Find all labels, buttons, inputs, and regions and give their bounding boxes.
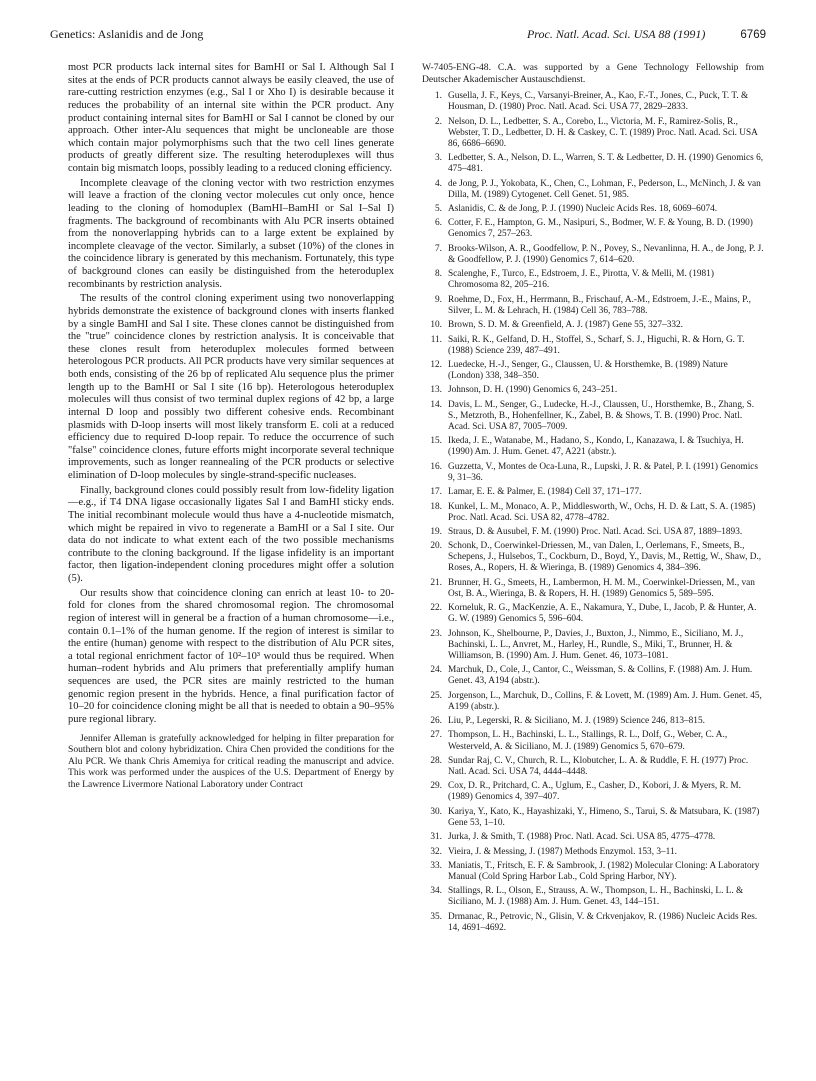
reference-text: Johnson, K., Shelbourne, P., Davies, J., Buxton, J., Nimmo, E., Siciliano, M. J., Bachinski, L. L., Anvret, M., Harley, H., Rundle, S., Miki, T., Brunner, H. & Williamson, B. (1990) Am. J. Hum. Genet. 46, 1073–1081. (448, 628, 744, 661)
reference-item (422, 295, 764, 317)
reference-text: Nelson, D. L., Ledbetter, S. A., Corebo, L., Victoria, M. F., Ramirez-Solis, R., Webster, T. D., Ledbetter, D. H. & Caskey, C. T. (1989) Proc. Natl. Acad. Sci. USA 86, 6686–6690. (448, 116, 758, 149)
reference-item (422, 716, 764, 727)
reference-item (422, 629, 764, 662)
reference-number: 25. (430, 690, 442, 701)
reference-number: 10. (430, 320, 442, 331)
reference-number: 32. (430, 846, 442, 857)
reference-number: 11. (430, 334, 442, 345)
reference-item (422, 91, 764, 113)
reference-text: Brown, S. D. M. & Greenfield, A. J. (1987) Gene 55, 327–332. (448, 320, 683, 331)
reference-text: Gusella, J. F., Keys, C., Varsanyi-Breiner, A., Kao, F.-T., Jones, C., Puck, T. T. & Housman, D. (1980) Proc. Natl. Acad. Sci. USA 77, 2829–2833. (448, 91, 749, 113)
reference-number: 3. (435, 153, 442, 164)
reference-number: 24. (430, 665, 442, 676)
reference-number: 21. (430, 577, 442, 588)
journal-citation: Proc. Natl. Acad. Sci. USA 88 (1991) (526, 27, 706, 41)
reference-text: Brooks-Wilson, A. R., Goodfellow, P. N., Povey, S., Nevanlinna, H. A., de Jong, P. J. & Goodfellow, P. J. (1990) Genomics 7, 614–620. (448, 243, 764, 265)
reference-text: Kunkel, L. M., Monaco, A. P., Middlesworth, W., Ochs, H. D. & Latt, S. A. (1985) Proc. Natl. Acad. Sci. USA 82, 4778–4782. (448, 501, 756, 523)
reference-number: 23. (430, 628, 442, 639)
reference-text: Lamar, E. E. & Palmer, E. (1984) Cell 37, 171–177. (448, 487, 642, 498)
reference-text: Davis, L. M., Senger, G., Ludecke, H.-J., Claussen, U., Horsthemke, B., Zhang, S. S., Metzroth, B., Hohenfellner, K., Zabel, B. & Shows, T. B. (1990) Proc. Natl. Acad. Sci. USA 87, 7005–7009. (448, 399, 755, 432)
reference-item (422, 385, 764, 396)
reference-item (422, 360, 764, 382)
reference-number: 34. (430, 886, 442, 897)
reference-item (422, 400, 764, 433)
reference-item (422, 832, 764, 843)
section-label: Genetics: (50, 27, 96, 41)
acknowledgment: Jennifer Alleman is gratefully acknowledged for helping in filter preparation for Southern blot and colony hybridization. Chira Chen provided the conditions for the Alu PCR. We thank Chris Amemiya for critical reading the manuscript and advice. This work was performed under the auspices of the U.S. Department of Energy by the Lawrence Livermore National Laboratory under Contract (68, 732, 394, 790)
reference-number: 35. (430, 911, 442, 922)
reference-item (422, 847, 764, 858)
reference-item (422, 153, 764, 175)
reference-number: 19. (430, 526, 442, 537)
reference-text: Aslanidis, C. & de Jong, P. J. (1990) Nucleic Acids Res. 18, 6069–6074. (448, 203, 718, 214)
reference-item (422, 886, 764, 908)
reference-text: Kariya, Y., Kato, K., Hayashizaki, Y., Himeno, S., Tarui, S. & Matsubara, K. (1987) Gene 53, 1–10. (448, 806, 760, 828)
header-authors: Aslanidis and de Jong (97, 27, 204, 41)
reference-text: Ikeda, J. E., Watanabe, M., Hadano, S., Kondo, I., Kanazawa, I. & Tsuchiya, H. (1990) Am. J. Hum. Genet. 47, A221 (abstr.). (448, 436, 744, 458)
reference-item (422, 244, 764, 266)
acknowledgment-continued: W-7405-ENG-48. C.A. was supported by a Gene Technology Fellowship from Deutscher Akademischer Austauschdienst. (422, 62, 764, 85)
reference-number: 33. (430, 861, 442, 871)
reference-number: 5. (435, 203, 442, 214)
reference-item (422, 527, 764, 538)
reference-number: 16. (430, 461, 442, 472)
reference-text: Vieira, J. & Messing, J. (1987) Methods Enzymol. 153, 3–11. (448, 846, 677, 857)
reference-number: 31. (430, 832, 442, 843)
reference-text: Liu, P., Legerski, R. & Siciliano, M. J. (1989) Science 246, 813–815. (448, 716, 705, 727)
reference-text: Saiki, R. K., Gelfand, D. H., Stoffel, S., Scharf, S. J., Higuchi, R. & Horn, G. T. (1988) Science 239, 487–491. (448, 334, 745, 356)
reference-number: 18. (430, 501, 442, 512)
reference-item (422, 578, 764, 600)
reference-text: Luedecke, H.-J., Senger, G., Claussen, U. & Horsthemke, B. (1989) Nature (London) 338, 348–350. (448, 359, 728, 381)
reference-text: Drmanac, R., Petrovic, N., Glisin, V. & Crkvenjakov, R. (1986) Nucleic Acids Res. 14, 4691–4692. (448, 911, 758, 933)
running-header-left (50, 26, 203, 42)
reference-item (422, 861, 764, 883)
reference-item (422, 117, 764, 150)
reference-number: 27. (430, 730, 442, 741)
page-number: 6769 (740, 29, 766, 41)
reference-number: 20. (430, 541, 442, 552)
reference-text: Stallings, R. L., Olson, E., Strauss, A. W., Thompson, L. H., Bachinski, L. L. & Siciliano, M. J. (1988) Am. J. Hum. Genet. 43, 144–151. (448, 886, 744, 908)
reference-item (422, 781, 764, 803)
reference-item (422, 218, 764, 240)
reference-number: 17. (430, 487, 442, 498)
reference-text: Straus, D. & Ausubel, F. M. (1990) Proc. Natl. Acad. Sci. USA 87, 1889–1893. (448, 526, 743, 537)
reference-text: Johnson, D. H. (1990) Genomics 6, 243–251. (448, 385, 618, 396)
reference-item (422, 603, 764, 625)
reference-text: Roehme, D., Fox, H., Herrmann, B., Frischauf, A.-M., Edstroem, J.-E., Mains, P., Silver, L. M. & Lehrach, H. (1984) Cell 36, 783–788. (448, 294, 751, 316)
reference-number: 15. (430, 436, 442, 447)
reference-number: 6. (435, 218, 442, 229)
reference-item (422, 502, 764, 524)
reference-text: Schonk, D., Coerwinkel-Driessen, M., van Dalen, I., Oerlemans, F., Smeets, B., Schepens, J., Hulsebos, T., Cockburn, D., Boyd, Y., Davis, M., Rettig, W., Shaw, D., Roses, A., Ropers, H. & Wieringa, B. (1989) Genomics 4, 384–396. (448, 541, 762, 574)
reference-number: 1. (435, 91, 442, 102)
reference-text: Jurka, J. & Smith, T. (1988) Proc. Natl. Acad. Sci. USA 85, 4775–4778. (448, 832, 716, 843)
reference-item (422, 691, 764, 713)
reference-text: de Jong, P. J., Yokobata, K., Chen, C., Lohman, F., Pederson, L., McNinch, J. & van Dilla, M. (1989) Cytogenet. Cell Genet. 51, 985. (448, 178, 761, 200)
reference-item (422, 436, 764, 458)
reference-number: 14. (430, 399, 442, 410)
reference-text: Korneluk, R. G., MacKenzie, A. E., Nakamura, Y., Dube, I., Jacob, P. & Hunter, A. G. W. (1989) Genomics 5, 596–604. (448, 603, 757, 625)
reference-list (422, 91, 764, 934)
reference-number: 4. (435, 178, 442, 189)
body-paragraph: most PCR products lack internal sites for BamHI or Sal I. Although Sal I sites at the ends of PCR products cannot always be easily cleaved, the use of rare-cutting restriction enzymes (e.g., Sal I or Xho I) is desirable because it reduces the probability of an internal site within the PCR product. Any product containing internal sites for BamHI or Sal I cannot be cloned by our approach. Other inter-Alu sequences that might be uncloneable are those which contain major polymorphisms such that the two cell lines generate products of greatly different size. The resulting heteroduplexes will thus contain big mismatch loops, possibly leading to a reduced cloning efficiency. (68, 62, 394, 174)
reference-text: Ledbetter, S. A., Nelson, D. L., Warren, S. T. & Ledbetter, D. H. (1990) Genomics 6, 475–481. (448, 153, 764, 175)
reference-number: 29. (430, 781, 442, 792)
reference-text: Scalenghe, F., Turco, E., Edstroem, J. E., Pirotta, V. & Melli, M. (1981) Chromosoma 82, 205–216. (448, 269, 714, 291)
right-column (422, 62, 764, 937)
reference-text: Cotter, F. E., Hampton, G. M., Nasipuri, S., Bodmer, W. F. & Young, B. D. (1990) Genomics 7, 257–263. (448, 218, 753, 240)
running-header-right (527, 26, 766, 42)
reference-number: 9. (435, 294, 442, 305)
body-paragraph: Our results show that coincidence cloning can enrich at least 10- to 20-fold for clones from the shared chromosomal region. The chromosomal region of interest will in general be a fraction of a human chromosome—i.e., contain 0.1–1% of the human genome. If the region of interest is similar to the entire (human) genome with respect to the distribution of Alu PCR sites, a total regional enrichment factor of 10²–10³ would thus be required. When human–rodent hybrids and Alu primers that preferentially amplify human sequences are used, the PCR sites are mainly restricted to the human genomic region present in the hybrids. Hence, a final purification factor of 10–20 for coincidence cloning might be all that is needed to obtain a 90–95% pure regional library. (68, 587, 394, 725)
reference-item (422, 179, 764, 201)
reference-item (422, 335, 764, 357)
reference-text: Brunner, H. G., Smeets, H., Lambermon, H. M. M., Coerwinkel-Driessen, M., van Ost, B. A., Wieringa, B. & Ropers, H. H. (1989) Genomics 5, 589–595. (448, 577, 755, 599)
reference-number: 2. (435, 116, 442, 127)
reference-number: 7. (435, 243, 442, 254)
reference-item (422, 269, 764, 291)
reference-number: 13. (430, 385, 442, 396)
reference-number: 8. (435, 269, 442, 280)
reference-text: Guzzetta, V., Montes de Oca-Luna, R., Lupski, J. R. & Patel, P. I. (1991) Genomics 9, 31–36. (448, 461, 759, 483)
reference-number: 30. (430, 806, 442, 817)
reference-text: Cox, D. R., Pritchard, C. A., Uglum, E., Casher, D., Kobori, J. & Myers, R. M. (1989) Genomics 4, 397–407. (448, 781, 741, 803)
reference-number: 26. (430, 716, 442, 727)
reference-number: 22. (430, 603, 442, 614)
reference-item (422, 665, 764, 687)
reference-item (422, 756, 764, 778)
reference-text: Thompson, L. H., Bachinski, L. L., Stallings, R. L., Dolf, G., Weber, C. A., Westerveld, A. & Siciliano, M. J. (1989) Genomics 5, 670–679. (448, 730, 728, 752)
reference-item (422, 462, 764, 484)
reference-number: 28. (430, 755, 442, 766)
body-paragraph: Incomplete cleavage of the cloning vector with two restriction enzymes will leave a fraction of the cloning vector molecules cut only once, hence leading to the cloning of homoduplex (BamHI–BamHI or Sal I–Sal I) fragments. The background of recombinants with Alu PCR inserts obtained from the nonoverlapping hybrids can to a large extent be explained by incomplete cleavage of the vector. Similarly, a subset (10%) of the clones in the coincidence library is generated by this mechanism. Fortunately, this type of background clones can easily be distinguished from the heteroduplex recombinants by restriction analysis. (68, 177, 394, 290)
body-paragraph: The results of the control cloning experiment using two nonoverlapping hybrids demonstrate the existence of background clones with inserts flanked by a single BamHI and Sal I site. These clones cannot be distinguished from the "true" coincidence clones by restriction analysis. It is conceivable that these clones result from heteroduplex molecules formed between heterologous PCR products. All PCR products have very similar sequences at both ends, consisting of the 26 bp of replicated Alu sequence plus the primer length up to the BamHI or Sal I site (16 bp). Heterologous heteroduplex molecules will thus consist of two terminal duplex regions of 42 bp, a large internal D loop and possibly two different cohesive ends. Recombinant plasmids with D-loop inserts will most likely transform E. coli at a reduced efficiency due to required D-loop repair. To reduce the occurrence of such "false" coincidence clones, future efforts might incorporate several technique improvements, such as longer reannealing of the PCR products or selective elimination of D-loop molecules by single-strand-specific nucleases. (68, 293, 394, 481)
left-column (68, 62, 394, 800)
reference-text: Marchuk, D., Cole, J., Cantor, C., Weissman, S. & Collins, F. (1988) Am. J. Hum. Genet. 43, A194 (abstr.). (448, 665, 753, 687)
reference-item (422, 487, 764, 498)
reference-item (422, 730, 764, 752)
reference-text: Jorgenson, L., Marchuk, D., Collins, F. & Lovett, M. (1989) Am. J. Hum. Genet. 45, A199 (abstr.). (448, 690, 762, 712)
reference-text: Maniatis, T., Fritsch, E. F. & Sambrook, J. (1982) Molecular Cloning: A Laboratory Manual (Cold Spring Harbor Lab., Cold Spring Harbor, NY). (448, 861, 760, 883)
reference-item (422, 320, 764, 331)
reference-text: Sundar Raj, C. V., Church, R. L., Klobutcher, L. A. & Ruddle, F. H. (1977) Proc. Natl. Acad. Sci. USA 74, 4444–4448. (448, 755, 749, 777)
reference-item (422, 912, 764, 934)
reference-item (422, 807, 764, 829)
reference-number: 12. (430, 359, 442, 370)
body-paragraph: Finally, background clones could possibly result from low-fidelity ligation—e.g., if T4 DNA ligase occasionally ligates Sal I and BamHI sticky ends. The initial recombinant molecule would thus have a 4-nucleotide mismatch, which might be repaired in vivo to regenerate a BamHI or a Sal I site. Our data do not indicate to what extent each of the two possible mechanisms contribute to the cloning background. If the ligase infidelity is an important factor, then ligation-independent cloning procedures might offer a solution (5). (68, 484, 394, 584)
reference-item (422, 541, 764, 574)
reference-item (422, 204, 764, 215)
